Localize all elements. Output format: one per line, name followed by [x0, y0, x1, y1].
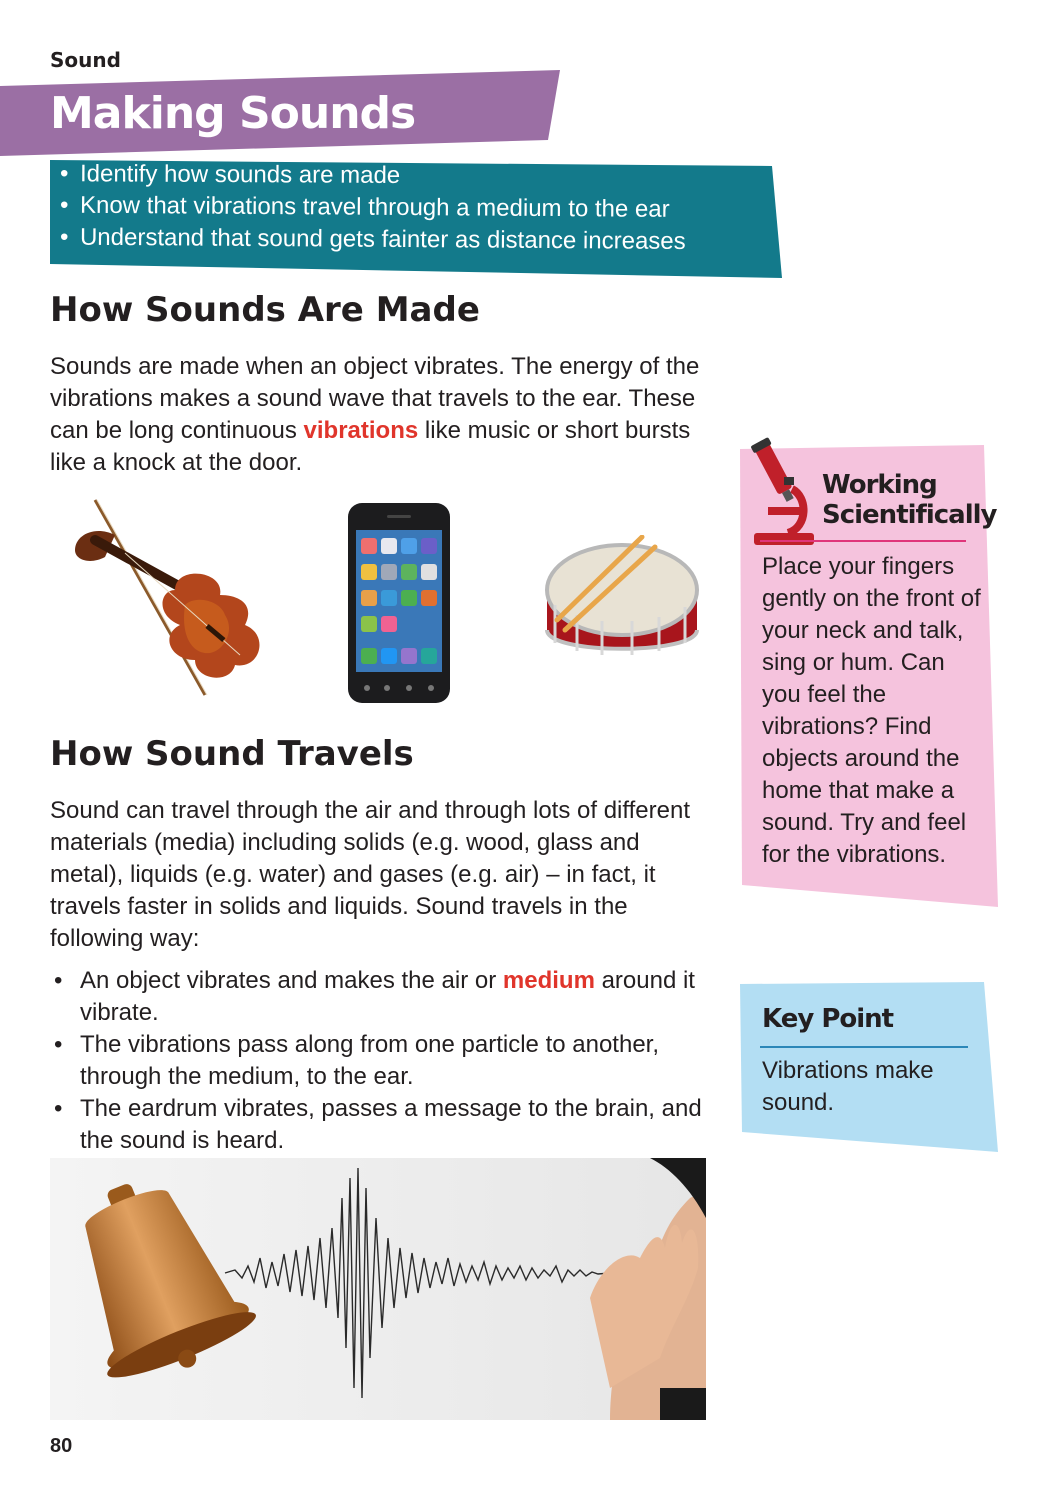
- page-title: Making Sounds: [50, 88, 416, 139]
- step1-text-b: around it vibrate.: [80, 967, 695, 1026]
- travels-paragraph: Sound can travel through the air and through lots of different materials (media) including solids (e.g. wood, glass and metal), liquids (e.g. water) and gases (e.g. air) – in fact, it travels faster in solids and liquids. Sound travels in the following way:: [50, 797, 690, 952]
- objective-item: • Know that vibrations travel through a medium to the ear: [58, 190, 758, 227]
- travel-step: • The vibrations pass along from one particle to another, through the medium, to the ear.: [50, 1029, 710, 1093]
- made-text-1: Sounds are made when an object vibrates. The energy of the vibrations makes a sound wave that travels to the ear. These can be long continuous: [50, 353, 700, 444]
- objective-item: • Identify how sounds are made: [58, 158, 758, 194]
- key-point-title: Key Point: [762, 1004, 894, 1034]
- working-scientifically-text: Place your fingers gently on the front of your neck and talk, sing or hum. Can you feel the vibrations? Find objects around the home that make a sound. Try and feel for the vibrations.: [762, 553, 981, 868]
- working-scientifically-title: [822, 470, 997, 530]
- objective-item: • Understand that sound gets fainter as distance increases: [58, 222, 758, 259]
- ws-title-line2: Scientifically: [822, 500, 997, 530]
- highlight-medium: medium: [502, 967, 595, 994]
- key-point-text: Vibrations make sound.: [762, 1057, 934, 1116]
- smartphone-image: [347, 502, 451, 704]
- snare-drum-image: [537, 535, 707, 675]
- heading-how-sounds-made: How Sounds Are Made: [50, 290, 480, 330]
- objectives-list: [58, 160, 758, 256]
- violin-image: [55, 495, 315, 705]
- section-label: Sound: [50, 48, 121, 72]
- step1-text-a: An object vibrates and makes the air or: [80, 967, 503, 994]
- travel-step: [50, 965, 710, 1029]
- made-text-2: like music or short bursts like a knock at the door.: [50, 417, 691, 476]
- ws-divider: [760, 540, 966, 542]
- heading-how-sound-travels: How Sound Travels: [50, 734, 414, 774]
- microscope-icon: [748, 437, 820, 549]
- travel-step: • The eardrum vibrates, passes a message to the brain, and the sound is heard.: [50, 1093, 710, 1157]
- kp-divider: [760, 1046, 968, 1048]
- travel-steps-list: [50, 965, 710, 1157]
- highlight-vibrations: vibrations: [303, 417, 419, 444]
- page-number: 80: [50, 1435, 73, 1457]
- made-paragraph: [50, 351, 730, 479]
- bell-soundwave-ear-image: [50, 1158, 706, 1420]
- ws-title-line1: Working: [822, 470, 937, 500]
